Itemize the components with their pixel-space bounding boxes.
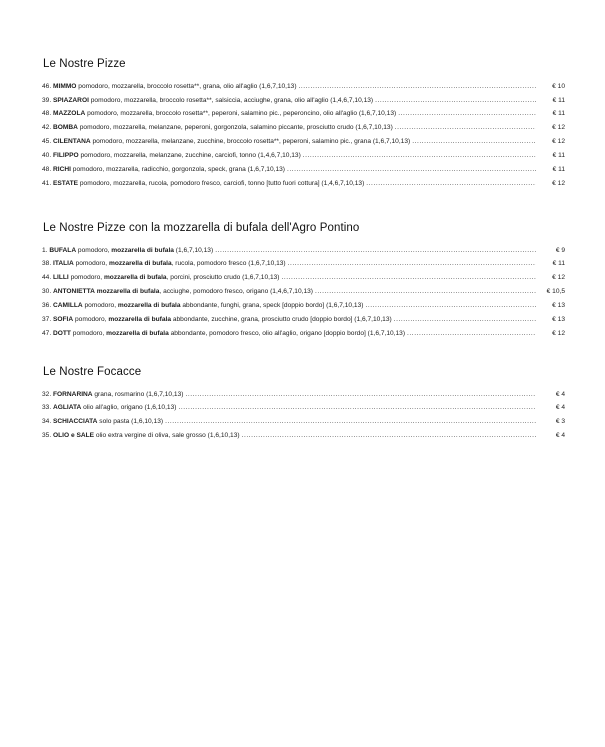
menu-item-description: 36. CAMILLA pomodoro, mozzarella di bufala abbondante, funghi, grana, speck [doppio bordo] (1,6,7,10,13)	[42, 301, 364, 309]
menu-item	[42, 404, 565, 412]
menu-item-price: € 10,5	[546, 288, 565, 296]
menu-item-price: € 13	[552, 301, 565, 309]
menu-item	[42, 138, 565, 146]
menu-sections	[42, 58, 565, 440]
menu-item-description: 33. AGLIATA olio all'aglio, origano (1,6,10,13)	[42, 404, 177, 412]
menu-item-price: € 12	[552, 138, 565, 146]
dot-leader	[287, 166, 536, 173]
dot-leader	[185, 391, 536, 398]
menu-item-price: € 9	[555, 246, 565, 254]
menu-item-description: 42. BOMBA pomodoro, mozzarella, melanzane, peperoni, gorgonzola, salamino piccante, prosciutto crudo (1,6,7,10,13)	[42, 124, 393, 132]
menu-item-description: 40. FILIPPO pomodoro, mozzarella, melanzane, zucchine, carciofi, tonno (1,4,6,7,10,13)	[42, 151, 301, 159]
menu-item	[42, 152, 565, 160]
dot-leader	[282, 275, 537, 282]
menu-item-price: € 4	[555, 404, 565, 412]
menu-item	[42, 432, 565, 440]
dot-leader	[178, 405, 536, 412]
menu-item-price: € 13	[552, 315, 565, 323]
dot-leader	[303, 152, 536, 159]
menu-item-description: 32. FORNARINA grana, rosmarino (1,6,7,10,13)	[42, 390, 184, 398]
menu-item-description: 45. CILENTANA pomodoro, mozzarella, melanzane, zucchine, broccolo rosetta**, peperoni, salamino pic., grana (1,6,7,10,13)	[42, 138, 411, 146]
dot-leader	[395, 125, 536, 132]
menu-item	[42, 391, 565, 399]
menu-item-description: 48. RICHI pomodoro, mozzarella, radicchio, gorgonzola, speck, grana (1,6,7,10,13)	[42, 165, 286, 173]
menu-item-price: € 11	[552, 260, 565, 268]
section-title: Le Nostre Pizze	[43, 58, 126, 70]
menu-item	[42, 124, 565, 132]
menu-item-description: 30. ANTONIETTA mozzarella di bufala, acciughe, pomodoro fresco, origano (1,4,6,7,10,13)	[42, 288, 313, 296]
menu-item	[42, 166, 565, 174]
dot-leader	[407, 330, 536, 337]
menu-item-description: 48. MAZZOLA pomodoro, mozzarella, broccolo rosetta**, peperoni, salamino pic., peperoncino, olio all'aglio (1,6,7,10,13)	[42, 110, 397, 118]
menu-item-price: € 12	[552, 124, 565, 132]
menu-item-description: 46. MIMMO pomodoro, mozzarella, broccolo rosetta**, grana, olio all'aglio (1,6,7,10,13)	[42, 82, 297, 90]
menu-item	[42, 274, 565, 282]
menu-section-pizze-bufala	[42, 222, 565, 338]
dot-leader	[365, 302, 536, 309]
menu-section-nostre-pizze	[42, 58, 565, 188]
section-title: Le Nostre Pizze con la mozzarella di bufala dell'Agro Pontino	[43, 221, 360, 234]
menu-item	[42, 83, 565, 91]
menu-section-nostre-focacce	[42, 366, 565, 441]
dot-leader	[412, 138, 536, 145]
menu-item-price: € 10	[552, 82, 565, 90]
menu-item	[42, 97, 565, 105]
menu-item	[42, 247, 565, 255]
menu-item-price: € 4	[555, 432, 565, 440]
dot-leader	[394, 316, 536, 323]
menu-item	[42, 180, 565, 188]
dot-leader	[165, 419, 536, 426]
menu-item	[42, 260, 565, 268]
menu-item-price: € 12	[552, 329, 565, 337]
menu-item-description: 39. SPIAZAROI pomodoro, mozzarella, broccolo rosetta**, salsiccia, acciughe, grana, olio all'aglio (1,4,6,7,10,13)	[42, 96, 374, 104]
menu-item	[42, 330, 565, 338]
menu-item-list	[42, 83, 565, 188]
dot-leader	[299, 83, 536, 90]
menu-item-price: € 11	[552, 151, 565, 159]
dot-leader	[242, 432, 536, 439]
menu-item-price: € 11	[552, 165, 565, 173]
menu-item-description: 38. ITALIA pomodoro, mozzarella di bufala, rucola, pomodoro fresco (1,6,7,10,13)	[42, 260, 286, 268]
dot-leader	[398, 111, 536, 118]
menu-item-price: € 3	[555, 418, 565, 426]
menu-item-price: € 4	[555, 390, 565, 398]
menu-item-description: 1. BUFALA pomodoro, mozzarella di bufala (1,6,7,10,13)	[42, 246, 214, 254]
menu-item	[42, 288, 565, 296]
menu-item-description: 35. OLIO e SALE olio extra vergine di oliva, sale grosso (1,6,10,13)	[42, 432, 240, 440]
menu-item	[42, 302, 565, 310]
dot-leader	[375, 97, 536, 104]
menu-item-price: € 12	[552, 179, 565, 187]
menu-item-description: 44. LILLI pomodoro, mozzarella di bufala, porcini, prosciutto crudo (1,6,7,10,13)	[42, 274, 280, 282]
menu-item-price: € 11	[552, 96, 565, 104]
dot-leader	[215, 247, 536, 254]
section-title: Le Nostre Focacce	[43, 365, 142, 378]
menu-item-list	[42, 391, 565, 441]
menu-item-price: € 12	[552, 274, 565, 282]
menu-item-description: 41. ESTATE pomodoro, mozzarella, rucola, pomodoro fresco, carciofi, tonno [tutto fuori cottura] (1,4,6,7,10,13)	[42, 179, 365, 187]
dot-leader	[366, 180, 536, 187]
dot-leader	[315, 288, 536, 295]
menu-item-description: 37. SOFIA pomodoro, mozzarella di bufala abbondante, zucchine, grana, prosciutto crudo [doppio bordo] (1,6,7,10,13)	[42, 315, 392, 323]
menu-item-description: 34. SCHIACCIATA solo pasta (1,6,10,13)	[42, 418, 164, 426]
menu-item	[42, 418, 565, 426]
menu-item-price: € 11	[552, 110, 565, 118]
menu-item-list	[42, 247, 565, 338]
menu-item-description: 47. DOTT pomodoro, mozzarella di bufala abbondante, pomodoro fresco, olio all'aglio, origano [doppio bordo] (1,6,7,10,13)	[42, 329, 406, 337]
menu-item	[42, 316, 565, 324]
menu-item	[42, 110, 565, 118]
dot-leader	[288, 261, 536, 268]
